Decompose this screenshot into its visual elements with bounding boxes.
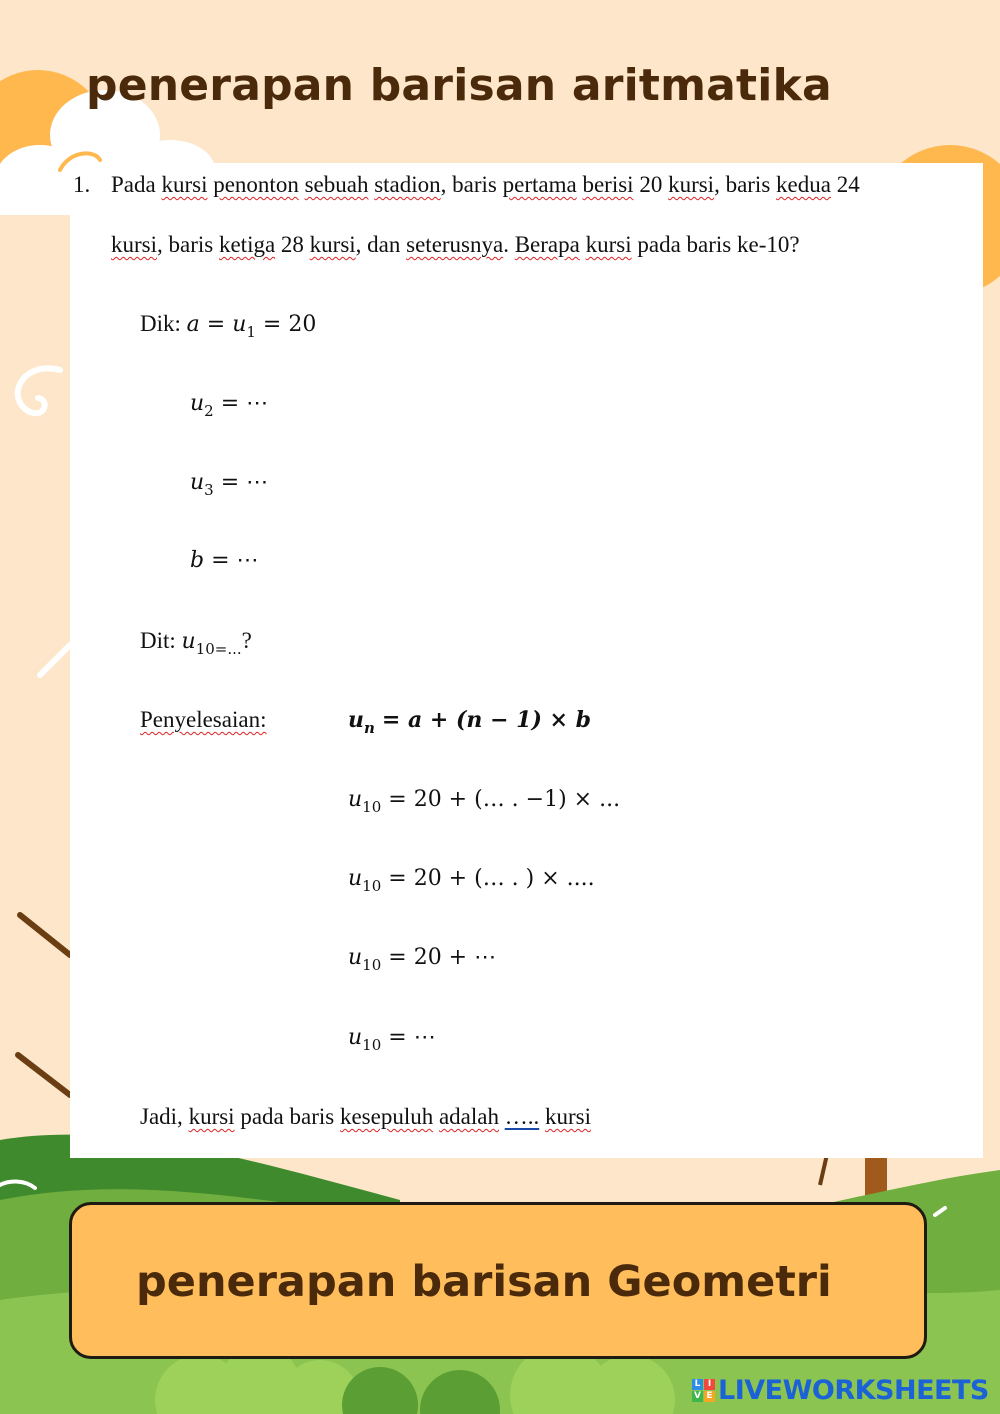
conclusion-line — [140, 1104, 591, 1130]
text-segment: kursi — [161, 172, 208, 197]
subscript: 1 — [246, 323, 256, 341]
known-a-value: = 20 — [262, 312, 317, 337]
text-segment: kursi — [188, 1104, 235, 1129]
subscript: 3 — [204, 481, 214, 499]
text-segment: Berapa — [514, 232, 580, 257]
text-segment: kursi — [309, 232, 356, 257]
logo-letter: I — [704, 1379, 715, 1390]
text-segment: , baris — [157, 232, 219, 257]
text-segment: penonton — [213, 172, 299, 197]
known-label: Dik: — [140, 311, 181, 336]
var-u: u — [181, 629, 196, 654]
solution-label-text: Penyelesaian: — [140, 707, 267, 732]
worksheet-problem-image — [70, 163, 983, 1158]
var-u: u — [348, 1025, 363, 1050]
answer-blank: ….. — [504, 1104, 540, 1129]
text-segment: kesepuluh — [339, 1104, 434, 1129]
text-segment: . — [503, 232, 515, 257]
var-u: u — [190, 391, 205, 416]
liveworksheets-wordmark: LIVEWORKSHEETS — [718, 1374, 989, 1406]
blank: = ⋯ — [220, 391, 269, 416]
solution-step-2 — [348, 866, 595, 895]
text-segment: pada baris — [234, 1104, 340, 1129]
step-text: = 20 + ⋯ — [388, 945, 497, 970]
text-segment: 24 — [830, 172, 860, 197]
text-segment: sebuah — [304, 172, 369, 197]
var-u: u — [348, 866, 363, 891]
text-segment: 20 — [633, 172, 669, 197]
text-segment: adalah — [438, 1104, 499, 1129]
var-u: u — [348, 707, 364, 733]
logo-letter: L — [692, 1379, 703, 1390]
text-segment: berisi — [582, 172, 634, 197]
logo-letter: V — [692, 1391, 703, 1402]
text-segment: , dan — [355, 232, 407, 257]
text-segment: pada baris ke-10? — [631, 232, 800, 257]
known-u2-line — [190, 391, 269, 420]
known-b-line — [190, 548, 259, 573]
solution-formula — [348, 707, 592, 737]
solution-step-1 — [348, 787, 621, 816]
text-segment: , baris — [714, 172, 777, 197]
var-u: u — [232, 312, 247, 337]
text-segment: kursi — [585, 232, 632, 257]
problem-line-1 — [111, 172, 860, 198]
geometric-sequence-button[interactable] — [69, 1202, 927, 1359]
subscript: 10 — [362, 798, 382, 816]
var-u: u — [190, 470, 205, 495]
step-text: = 20 + (… . −1) × ... — [388, 787, 621, 812]
subscript: 10 — [362, 877, 382, 895]
asked-suffix: ? — [241, 628, 252, 653]
known-a-line: Dik: $a = u_1 = 20$ — [140, 311, 317, 341]
var-b: b — [190, 548, 205, 573]
text-segment: kursi — [668, 172, 715, 197]
text-segment: seterusnya — [406, 232, 504, 257]
geometric-sequence-label: penerapan barisan Geometri — [136, 1257, 832, 1307]
text-segment: pertama — [502, 172, 577, 197]
known-u3-line — [190, 470, 269, 499]
page-title: penerapan barisan aritmatika — [86, 60, 832, 111]
var-u: u — [348, 945, 363, 970]
formula-body: = a + (n − 1) × b — [381, 707, 592, 733]
var-u: u — [348, 787, 363, 812]
text-segment: stadion — [374, 172, 441, 197]
text-segment: kursi — [111, 232, 157, 257]
text-segment: kursi — [544, 1104, 591, 1129]
subscript: n — [364, 719, 375, 737]
subscript: 10 — [362, 956, 382, 974]
solution-label — [140, 707, 266, 733]
var-a: a — [186, 312, 200, 337]
solution-step-3 — [348, 945, 497, 974]
liveworksheets-logo — [692, 1374, 989, 1406]
text-segment: Pada — [111, 172, 162, 197]
problem-line-2 — [111, 232, 800, 258]
text-segment: kedua — [776, 172, 831, 197]
problem-number: 1. — [73, 172, 91, 197]
text-segment: 28 — [275, 232, 310, 257]
subscript: 10=... — [195, 640, 242, 658]
solution-step-4 — [348, 1025, 436, 1054]
liveworksheets-icon — [692, 1379, 715, 1402]
subscript: 2 — [204, 402, 214, 420]
blank: = ⋯ — [211, 548, 259, 573]
blank: = ⋯ — [220, 470, 269, 495]
asked-line — [140, 628, 252, 658]
step-text: = 20 + (… . ) × .... — [388, 866, 595, 891]
asked-label: Dit: — [140, 628, 176, 653]
step-text: = ⋯ — [388, 1025, 436, 1050]
subscript: 10 — [362, 1036, 382, 1054]
text-segment: Jadi, — [140, 1104, 189, 1129]
logo-letter: E — [704, 1391, 715, 1402]
text-segment: , baris — [440, 172, 503, 197]
text-segment: ketiga — [218, 232, 276, 257]
